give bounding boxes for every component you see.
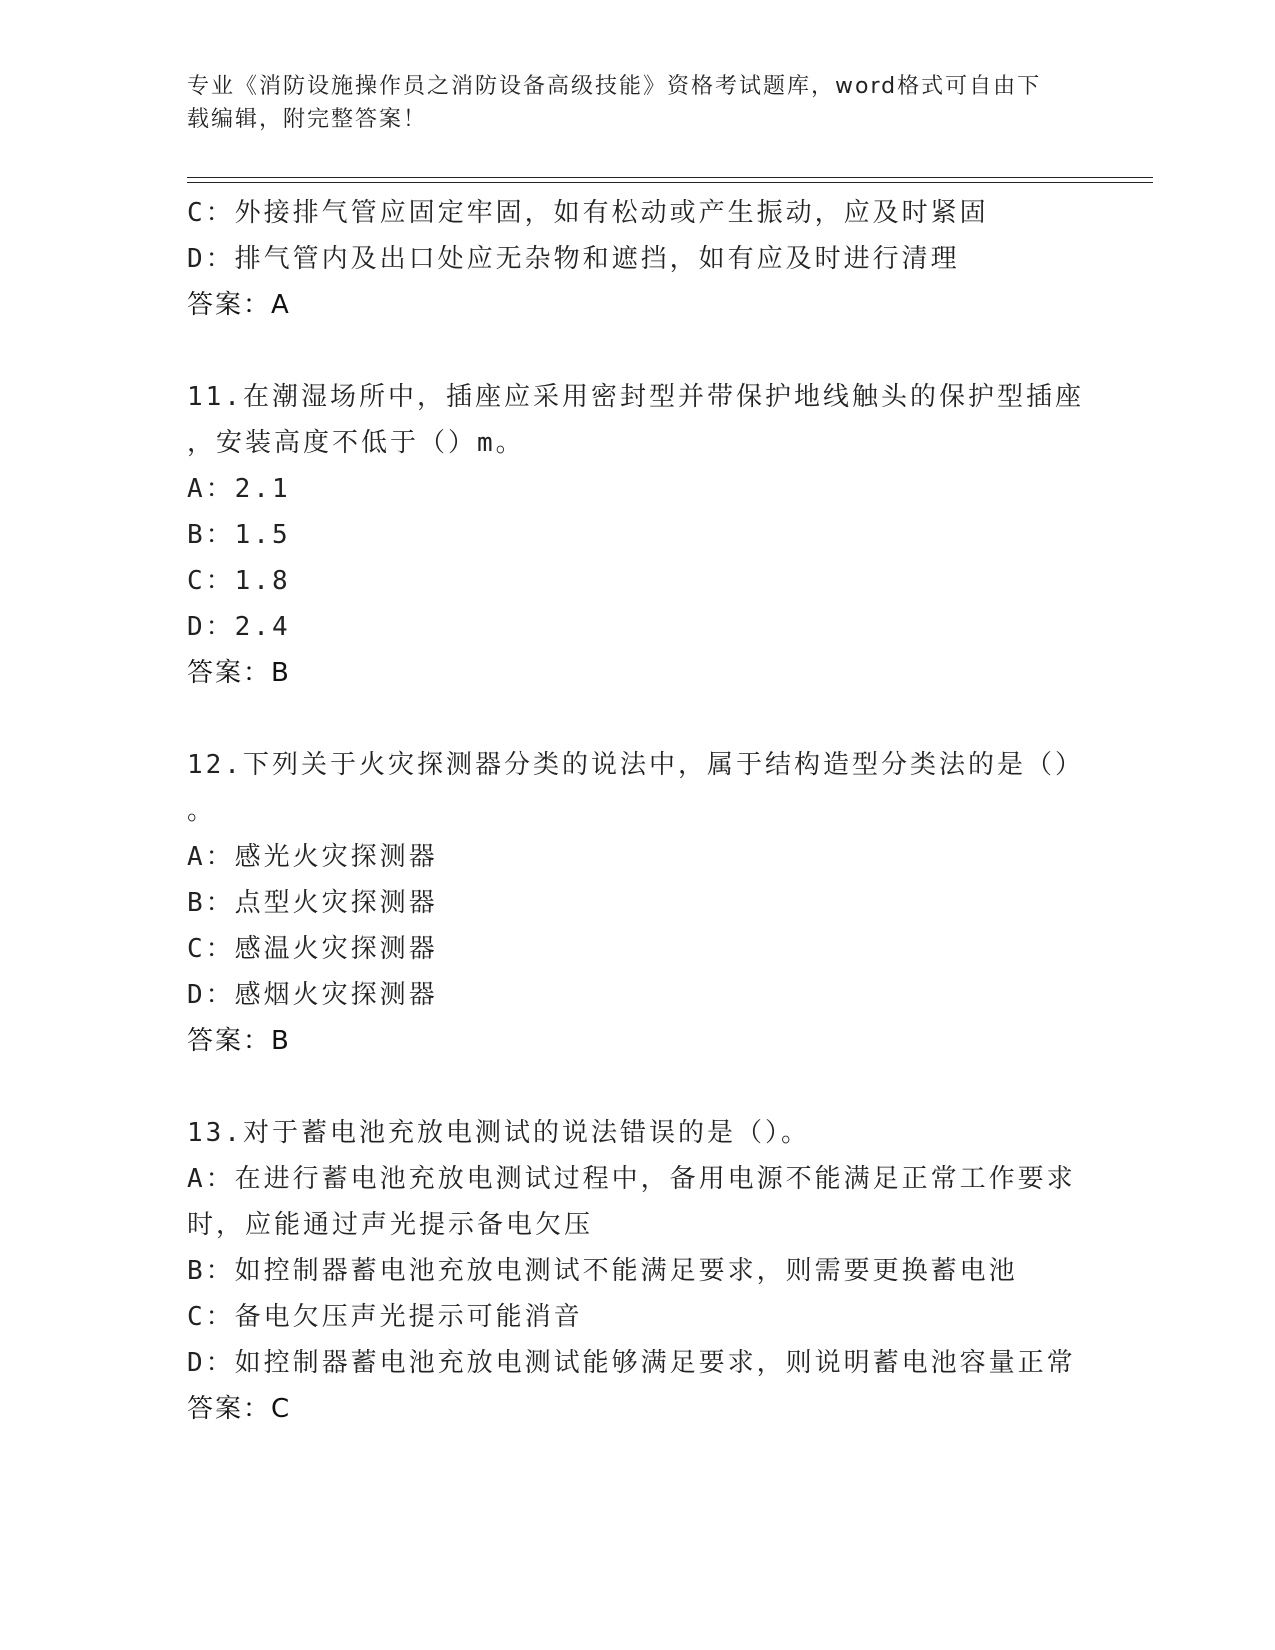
spacer — [187, 696, 1087, 742]
option-b: B：1.5 — [187, 520, 291, 550]
header-line-1: 专业《消防设施操作员之消防设备高级技能》资格考试题库，word格式可自由下 — [187, 74, 1042, 99]
document-body — [187, 190, 1087, 1432]
option-d: D：2.4 — [187, 612, 291, 642]
question-stem-line-2: ，安装高度不低于（）m。 — [187, 428, 525, 458]
option-c: C：备电欠压声光提示可能消音 — [187, 1302, 583, 1332]
option-c: C：1.8 — [187, 566, 291, 596]
option-d: D：感烟火灾探测器 — [187, 980, 438, 1010]
answer: 答案：B — [187, 1026, 291, 1056]
header-rule-top — [187, 177, 1153, 178]
option-c: C：外接排气管应固定牢固，如有松动或产生振动，应及时紧固 — [187, 198, 989, 228]
option-a-line-2: 时，应能通过声光提示备电欠压 — [187, 1210, 594, 1240]
question-12 — [187, 742, 1087, 1064]
option-c: C：感温火灾探测器 — [187, 934, 438, 964]
question-11 — [187, 374, 1087, 696]
option-b: B：如控制器蓄电池充放电测试不能满足要求，则需要更换蓄电池 — [187, 1256, 1018, 1286]
question-stem-line-2: 。 — [187, 796, 217, 826]
answer: 答案：A — [187, 290, 291, 320]
answer: 答案：B — [187, 658, 291, 688]
option-a: A：感光火灾探测器 — [187, 842, 438, 872]
option-d: D：如控制器蓄电池充放电测试能够满足要求，则说明蓄电池容量正常 — [187, 1348, 1076, 1378]
page-header — [187, 70, 1067, 136]
option-a-line-1: A：在进行蓄电池充放电测试过程中，备用电源不能满足正常工作要求 — [187, 1164, 1076, 1194]
question-stem: 13.对于蓄电池充放电测试的说法错误的是（）。 — [187, 1118, 810, 1148]
spacer — [187, 1064, 1087, 1110]
spacer — [187, 328, 1087, 374]
header-rule-bottom — [187, 182, 1153, 183]
answer: 答案：C — [187, 1394, 292, 1424]
header-line-2: 载编辑，附完整答案！ — [187, 107, 428, 132]
option-a: A：2.1 — [187, 474, 291, 504]
question-continued — [187, 190, 1087, 328]
question-stem-line-1: 11.在潮湿场所中，插座应采用密封型并带保护地线触头的保护型插座 — [187, 382, 1084, 412]
option-d: D：排气管内及出口处应无杂物和遮挡，如有应及时进行清理 — [187, 244, 960, 274]
question-stem-line-1: 12.下列关于火灾探测器分类的说法中，属于结构造型分类法的是（） — [187, 750, 1084, 780]
question-13 — [187, 1110, 1087, 1432]
option-b: B：点型火灾探测器 — [187, 888, 438, 918]
